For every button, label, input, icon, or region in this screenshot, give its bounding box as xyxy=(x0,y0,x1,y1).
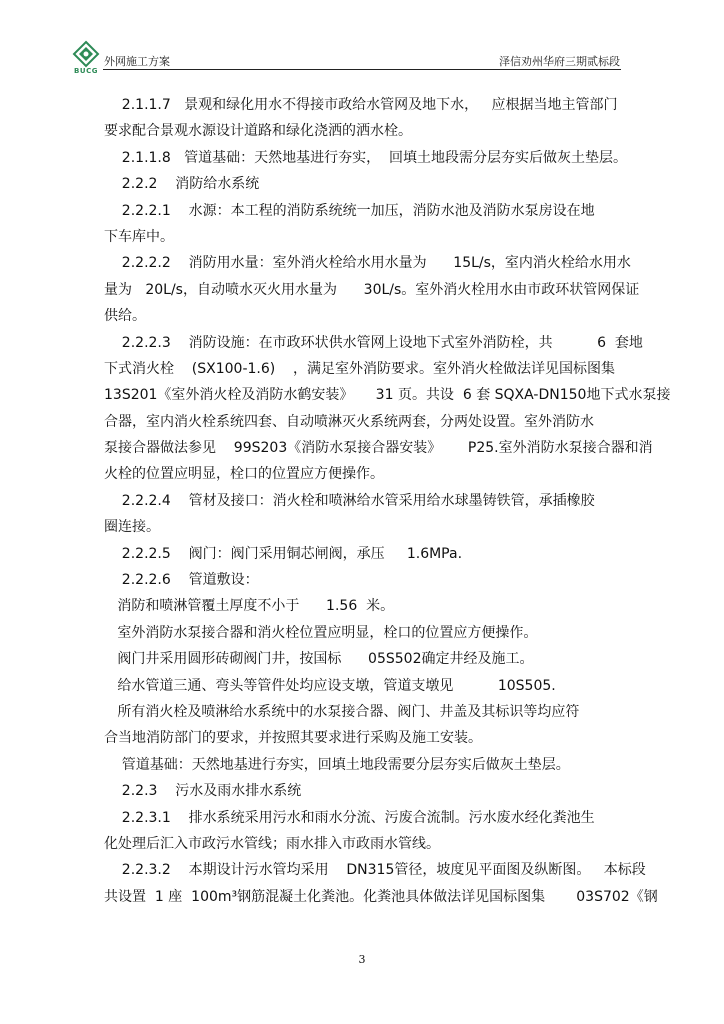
body-line: 13S201《室外消火栓及消防水鹤安装》 31 页。共设 6 套 SQXA-DN150地下式水泵接 xyxy=(104,387,671,404)
body-line: 2.1.1.8 管道基础：天然地基进行夯实， 回填土地段需分层夯实后做灰土垫层。 xyxy=(104,149,628,166)
body-line: 2.2.2 消防给水系统 xyxy=(104,176,260,193)
document-body xyxy=(104,92,671,910)
body-line: 消防和喷淋管覆土厚度不小于 1.56 米。 xyxy=(104,598,395,615)
body-line: 2.2.2.4 管材及接口：消火栓和喷淋给水管采用给水球墨铸铁管，承插橡胶 xyxy=(104,492,595,509)
body-line: 合器，室内消火栓系统四套、自动喷淋灭火系统两套，分两处设置。室外消防水 xyxy=(104,413,594,430)
body-line: 2.2.2.1 水源：本工程的消防系统统一加压，消防水池及消防水泵房设在地 xyxy=(104,202,595,219)
bucg-logo-icon xyxy=(72,40,100,68)
body-line: 量为 20L/s，自动喷水灭火用水量为 30L/s。室外消火栓用水由市政环状管网保证 xyxy=(104,281,640,298)
body-line: 泵接合器做法参见 99S203《消防水泵接合器安装》 P25.室外消防水泵接合器和消 xyxy=(104,440,653,457)
body-line: 所有消火栓及喷淋给水系统中的水泵接合器、阀门、井盖及其标识等均应符 xyxy=(104,703,580,720)
page-number: 3 xyxy=(358,953,366,966)
body-line: 阀门井采用圆形砖砌阀门井，按国标 05S502确定井经及施工。 xyxy=(104,651,534,668)
body-line: 2.2.3 污水及雨水排水系统 xyxy=(104,783,302,800)
body-line: 室外消防水泵接合器和消火栓位置应明显，栓口的位置应方便操作。 xyxy=(104,624,538,641)
body-line: 2.2.3.1 排水系统采用污水和雨水分流、污废合流制。污水废水经化粪池生 xyxy=(104,809,595,826)
page-header xyxy=(0,0,724,80)
body-line: 2.2.2.2 消防用水量：室外消火栓给水用水量为 15L/s，室内消火栓给水用水 xyxy=(104,255,631,272)
body-line: 管道基础：天然地基进行夯实，回填土地段需要分层夯实后做灰土垫层。 xyxy=(104,756,570,773)
logo-text: BUCG xyxy=(74,67,98,75)
body-line: 2.2.2.3 消防设施：在市政环状供水管网上设地下式室外消防栓，共 6 套地 xyxy=(104,334,643,351)
body-line: 下式消火栓 (SX100-1.6) ，满足室外消防要求。室外消火栓做法详见国标图集 xyxy=(104,360,616,377)
body-line: 供给。 xyxy=(104,308,146,325)
body-line: 圈连接。 xyxy=(104,519,160,536)
body-line: 下车库中。 xyxy=(104,228,174,245)
body-line: 火栓的位置应明显，栓口的位置应方便操作。 xyxy=(104,466,384,483)
body-line: 合当地消防部门的要求，并按照其要求进行采购及施工安装。 xyxy=(104,730,482,747)
body-line: 2.2.3.2 本期设计污水管均采用 DN315管径，坡度见平面图及纵断图。 本标段 xyxy=(104,862,646,879)
body-line: 给水管道三通、弯头等管件处均应设支墩，管道支墩见 10S505. xyxy=(104,677,556,694)
header-project-name: 泽信劝州华府三期贰标段 xyxy=(499,55,620,68)
body-line: 2.2.2.6 管道敷设： xyxy=(104,572,259,589)
header-divider xyxy=(103,69,621,70)
body-line: 共设置 1 座 100m³钢筋混凝土化粪池。化粪池具体做法详见国标图集 03S702《钢 xyxy=(104,888,658,905)
header-document-title: 外网施工方案 xyxy=(104,55,170,68)
body-line: 2.1.1.7 景观和绿化用水不得接市政给水管网及地下水， 应根据当地主管部门 xyxy=(104,97,618,113)
body-line: 2.2.2.5 阀门：阀门采用铜芯闸阀，承压 1.6MPa. xyxy=(104,545,463,562)
body-line: 化处理后汇入市政污水管线；雨水排入市政雨水管线。 xyxy=(104,835,440,852)
body-line: 要求配合景观水源设计道路和绿化浇洒的洒水栓。 xyxy=(104,123,412,140)
